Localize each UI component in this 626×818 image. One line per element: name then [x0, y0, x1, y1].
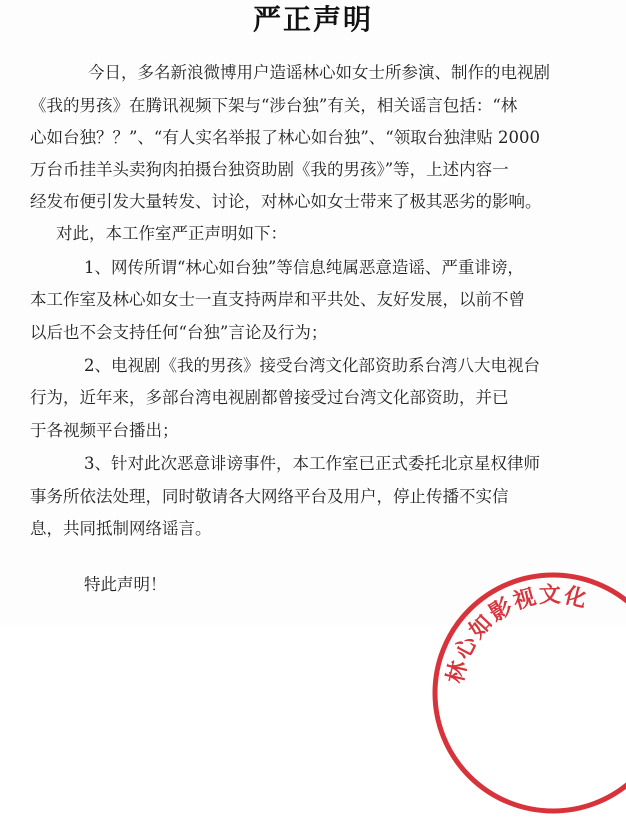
- paragraph-line-3: 心如台独？？”、“有人实名举报了林心如台独”、“领取台独津贴 2000: [30, 128, 540, 147]
- closing-line: 特此声明！: [84, 575, 167, 594]
- seal-text: 林心如影视文化: [443, 582, 591, 686]
- point-2-line-1: 2、电视剧《我的男孩》接受台湾文化部资助系台湾八大电视台: [84, 356, 540, 375]
- paragraph-line-4: 万台币挂羊头卖狗肉拍摄台独资助剧《我的男孩》”等，上述内容一: [30, 160, 509, 179]
- section-intro: 对此，本工作室严正声明如下：: [56, 224, 287, 243]
- paragraph-line-1: 今日，多名新浪微博用户造谣林心如女士所参演、制作的电视剧: [88, 63, 550, 82]
- point-1-line-1: 1、网传所谓“林心如台独”等信息纯属恶意造谣、严重诽谤，: [84, 258, 524, 277]
- paragraph-line-5: 经发布便引发大量转发、讨论，对林心如女士带来了极其恶劣的影响。: [30, 192, 542, 211]
- point-3-line-3: 息，共同抵制网络谣言。: [30, 519, 212, 538]
- company-seal-stamp: [428, 568, 626, 818]
- point-3-line-1: 3、针对此次恶意诽谤事件，本工作室已正式委托北京星权律师: [84, 454, 540, 473]
- point-1-line-3: 以后也不会支持任何“台独”言论及行为；: [30, 323, 328, 342]
- document-title: 严正声明: [252, 3, 373, 36]
- paragraph-line-2: 《我的男孩》在腾讯视频下架与“涉台独”有关，相关谣言包括：“林: [30, 96, 518, 115]
- point-2-line-2: 行为，近年来，多部台湾电视剧都曾接受过台湾文化部资助，并已: [30, 388, 509, 407]
- point-3-line-2: 事务所依法处理，同时敬请各大网络平台及用户，停止传播不实信: [30, 487, 509, 506]
- point-1-line-2: 本工作室及林心如女士一直支持两岸和平共处、友好发展，以前不曾: [30, 290, 525, 309]
- point-2-line-3: 于各视频平台播出；: [30, 421, 179, 440]
